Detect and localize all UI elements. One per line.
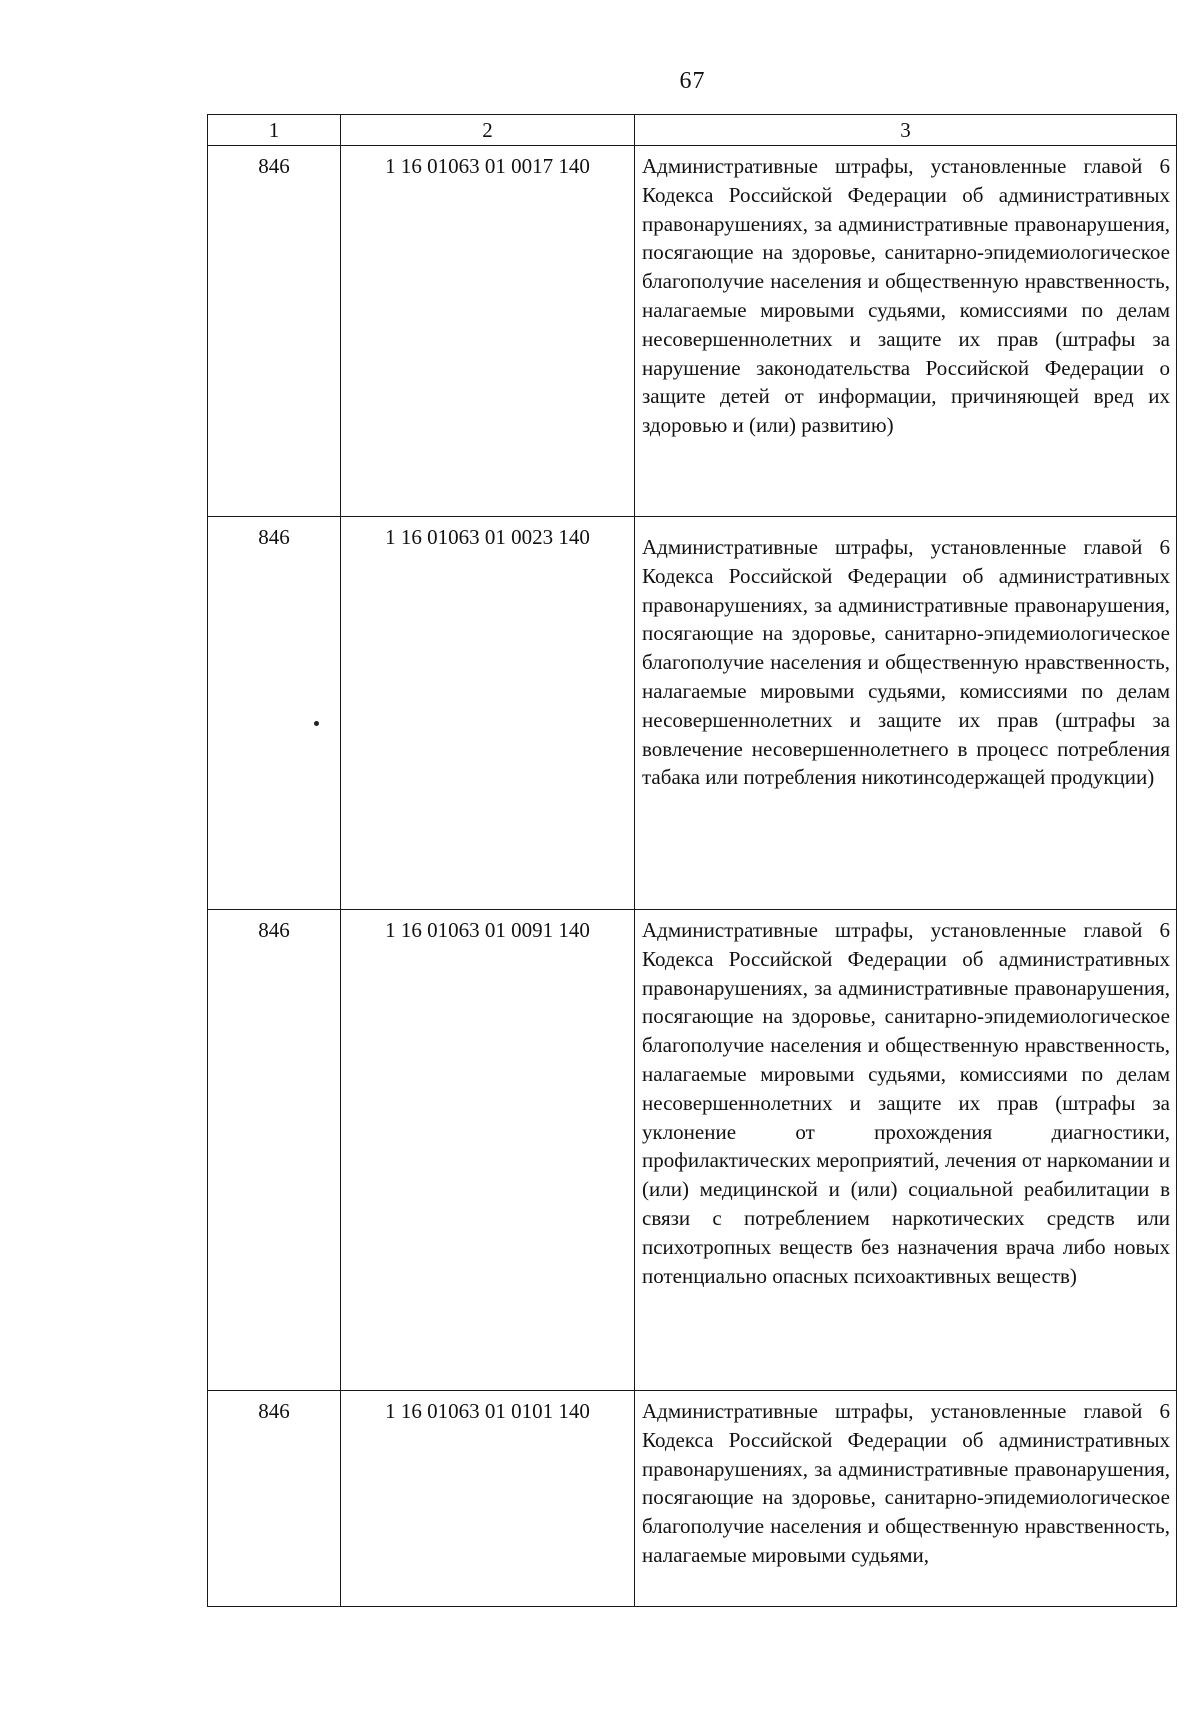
description-cell: Административные штрафы, установленные главой 6 Кодекса Российской Федерации об административных правонарушениях, за административные правонарушения, посягающие на здоровье, санитарно-эпидемиологическое благополучие населения и общественную нравственность, налагаемые мировыми судьями,	[635, 1391, 1177, 1607]
description-cell: Административные штрафы, установленные главой 6 Кодекса Российской Федерации об административных правонарушениях, за административные правонарушения, посягающие на здоровье, санитарно-эпидемиологическое благополучие населения и общественную нравственность, налагаемые мировыми судьями, комиссиями по делам несовершеннолетних и защите их прав (штрафы за уклонение от прохождения диагностики, профилактических мероприятий, лечения от наркомании и (или) медицинской и (или) социальной реабилитации в связи с потреблением наркотических средств или психотропных веществ без назначения врача либо новых потенциально опасных психоактивных веществ)	[635, 910, 1177, 1391]
header-col-3: 3	[635, 115, 1177, 146]
kbk-code-cell: 1 16 01063 01 0017 140	[341, 146, 635, 517]
table-body	[208, 146, 1177, 1607]
kbk-code-cell: 1 16 01063 01 0091 140	[341, 910, 635, 1391]
table-row	[208, 146, 1177, 517]
scan-speck	[314, 721, 319, 726]
header-col-1: 1	[208, 115, 341, 146]
header-row	[208, 115, 1177, 146]
kbk-code-cell: 1 16 01063 01 0101 140	[341, 1391, 635, 1607]
description-cell: Административные штрафы, установленные главой 6 Кодекса Российской Федерации об административных правонарушениях, за административные правонарушения, посягающие на здоровье, санитарно-эпидемиологическое благополучие населения и общественную нравственность, налагаемые мировыми судьями, комиссиями по делам несовершеннолетних и защите их прав (штрафы за нарушение законодательства Российской Федерации о защите детей от информации, причиняющей вред их здоровью и (или) развитию)	[635, 146, 1177, 517]
admin-code-cell: 846	[208, 146, 341, 517]
admin-code-cell: 846	[208, 1391, 341, 1607]
table-row	[208, 910, 1177, 1391]
revenue-codes-table	[207, 114, 1177, 1607]
table-row	[208, 1391, 1177, 1607]
page-number: 67	[679, 68, 706, 94]
table-row	[208, 517, 1177, 910]
admin-code-cell: 846	[208, 517, 341, 910]
kbk-code-cell: 1 16 01063 01 0023 140	[341, 517, 635, 910]
header-col-2: 2	[341, 115, 635, 146]
table-header	[208, 115, 1177, 146]
description-cell: Административные штрафы, установленные главой 6 Кодекса Российской Федерации об административных правонарушениях, за административные правонарушения, посягающие на здоровье, санитарно-эпидемиологическое благополучие населения и общественную нравственность, налагаемые мировыми судьями, комиссиями по делам несовершеннолетних и защите их прав (штрафы за вовлечение несовершеннолетнего в процесс потребления табака или потребления никотинсодержащей продукции)	[635, 517, 1177, 910]
admin-code-cell: 846	[208, 910, 341, 1391]
